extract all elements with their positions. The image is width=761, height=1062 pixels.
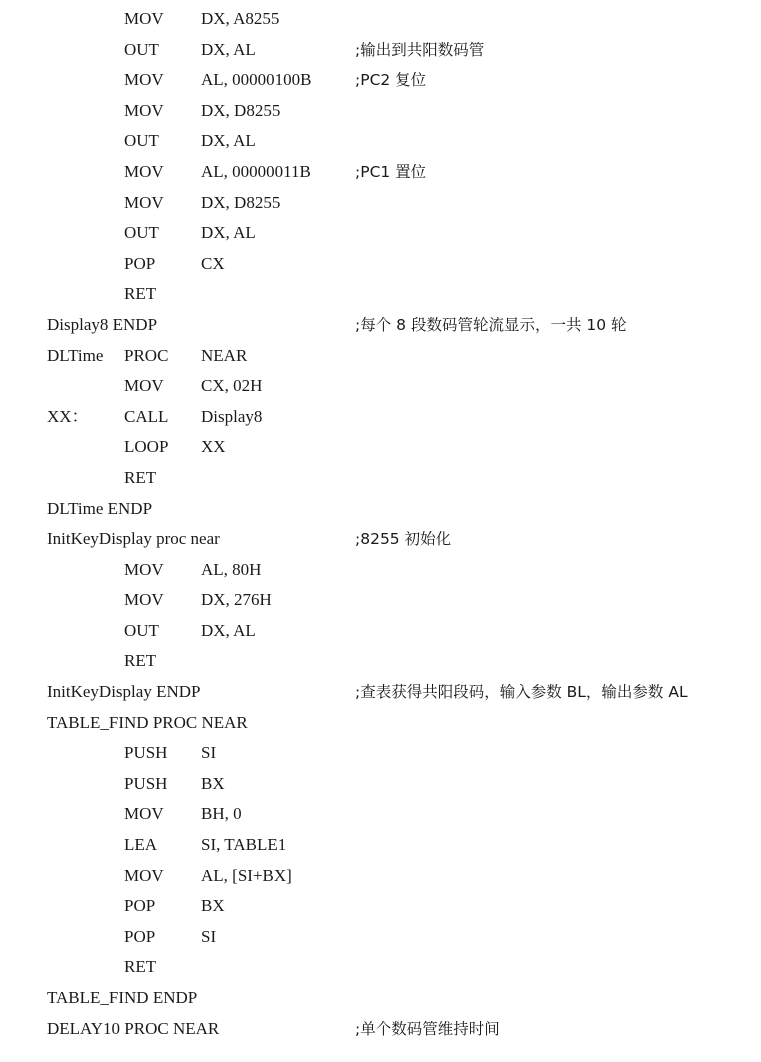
line-operands: DX, 276H [201, 590, 272, 610]
line-opcode: RET [124, 284, 157, 304]
line-comment: ;每个 8 段数码管轮流显示，一共 10 轮 [355, 315, 627, 334]
line-operands: NEAR [201, 345, 248, 365]
code-listing [0, 4, 761, 1044]
line-opcode: PUSH [124, 743, 168, 763]
code-line [0, 922, 761, 953]
code-line [0, 96, 761, 127]
line-opcode: RET [124, 651, 157, 671]
line-operands: AL, [SI+BX] [201, 865, 292, 885]
line-opcode: OUT [124, 131, 159, 151]
line-label: InitKeyDisplay proc near [47, 529, 220, 549]
code-line [0, 494, 761, 525]
line-opcode: OUT [124, 620, 159, 640]
line-label: XX： [47, 406, 89, 426]
code-line [0, 432, 761, 463]
line-operands: AL, 80H [201, 559, 262, 579]
line-operands: CX, 02H [201, 376, 263, 396]
line-operands: BX [201, 896, 225, 916]
line-comment: ;输出到共阳数码管 [355, 40, 485, 59]
line-opcode: RET [124, 957, 157, 977]
line-opcode: RET [124, 467, 157, 487]
line-opcode: MOV [124, 192, 164, 212]
line-label: Display8 ENDP [47, 314, 158, 334]
line-operands: BH, 0 [201, 804, 242, 824]
code-line [0, 402, 761, 433]
code-line [0, 371, 761, 402]
line-label: TABLE_FIND ENDP [47, 988, 198, 1007]
code-line [0, 646, 761, 677]
code-line [0, 1014, 761, 1045]
code-line [0, 799, 761, 830]
code-line [0, 310, 761, 341]
line-comment: ;8255 初始化 [355, 530, 452, 549]
line-operands: DX, AL [201, 223, 256, 243]
code-line [0, 4, 761, 35]
line-operands: Display8 [201, 406, 263, 426]
code-line [0, 952, 761, 983]
code-line [0, 126, 761, 157]
line-comment: ;PC1 置位 [355, 162, 427, 181]
code-line [0, 35, 761, 66]
code-line [0, 708, 761, 739]
line-label: DELAY10 PROC NEAR [47, 1018, 220, 1038]
line-comment: ;查表获得共阳段码，输入参数 BL，输出参数 AL [355, 683, 688, 702]
line-operands: SI [201, 926, 217, 946]
code-line [0, 677, 761, 708]
line-operands: BX [201, 773, 225, 793]
line-operands: DX, A8255 [201, 9, 280, 28]
code-line [0, 738, 761, 769]
line-opcode: MOV [124, 9, 164, 28]
line-label: InitKeyDisplay ENDP [47, 682, 201, 702]
code-line [0, 65, 761, 96]
code-line [0, 188, 761, 219]
line-opcode: PUSH [124, 773, 168, 793]
line-operands: DX, AL [201, 39, 256, 59]
line-opcode: PROC [124, 345, 169, 365]
line-opcode: MOV [124, 376, 164, 396]
code-line [0, 891, 761, 922]
line-label: TABLE_FIND PROC NEAR [47, 712, 248, 732]
line-opcode: OUT [124, 39, 159, 59]
code-line [0, 769, 761, 800]
line-opcode: CALL [124, 406, 169, 426]
line-operands: SI [201, 743, 217, 763]
line-opcode: MOV [124, 804, 164, 824]
line-operands: XX [201, 437, 226, 457]
line-operands: CX [201, 253, 225, 273]
code-line [0, 463, 761, 494]
line-label: DLTime [47, 345, 104, 365]
line-operands: AL, 00000011B [201, 161, 311, 181]
code-line [0, 157, 761, 188]
line-opcode: OUT [124, 223, 159, 243]
line-operands: DX, AL [201, 131, 256, 151]
line-opcode: POP [124, 896, 156, 916]
code-line [0, 830, 761, 861]
line-opcode: MOV [124, 161, 164, 181]
line-operands: AL, 00000100B [201, 70, 312, 90]
line-label: DLTime ENDP [47, 498, 153, 518]
code-line [0, 555, 761, 586]
code-line [0, 861, 761, 892]
line-comment: ;单个数码管维持时间 [355, 1019, 500, 1038]
code-line [0, 616, 761, 647]
code-line [0, 524, 761, 555]
line-opcode: MOV [124, 100, 164, 120]
line-opcode: MOV [124, 865, 164, 885]
line-comment: ;PC2 复位 [355, 71, 427, 90]
line-opcode: MOV [124, 559, 164, 579]
line-opcode: POP [124, 926, 156, 946]
line-operands: SI, TABLE1 [201, 835, 287, 855]
line-operands: DX, D8255 [201, 100, 281, 120]
code-line [0, 341, 761, 372]
line-opcode: LOOP [124, 437, 169, 457]
line-operands: DX, D8255 [201, 192, 281, 212]
line-opcode: POP [124, 253, 156, 273]
line-opcode: MOV [124, 70, 164, 90]
line-opcode: LEA [124, 835, 158, 855]
code-line [0, 279, 761, 310]
code-line [0, 249, 761, 280]
code-line [0, 983, 761, 1014]
code-line [0, 218, 761, 249]
line-opcode: MOV [124, 590, 164, 610]
line-operands: DX, AL [201, 620, 256, 640]
code-line [0, 585, 761, 616]
